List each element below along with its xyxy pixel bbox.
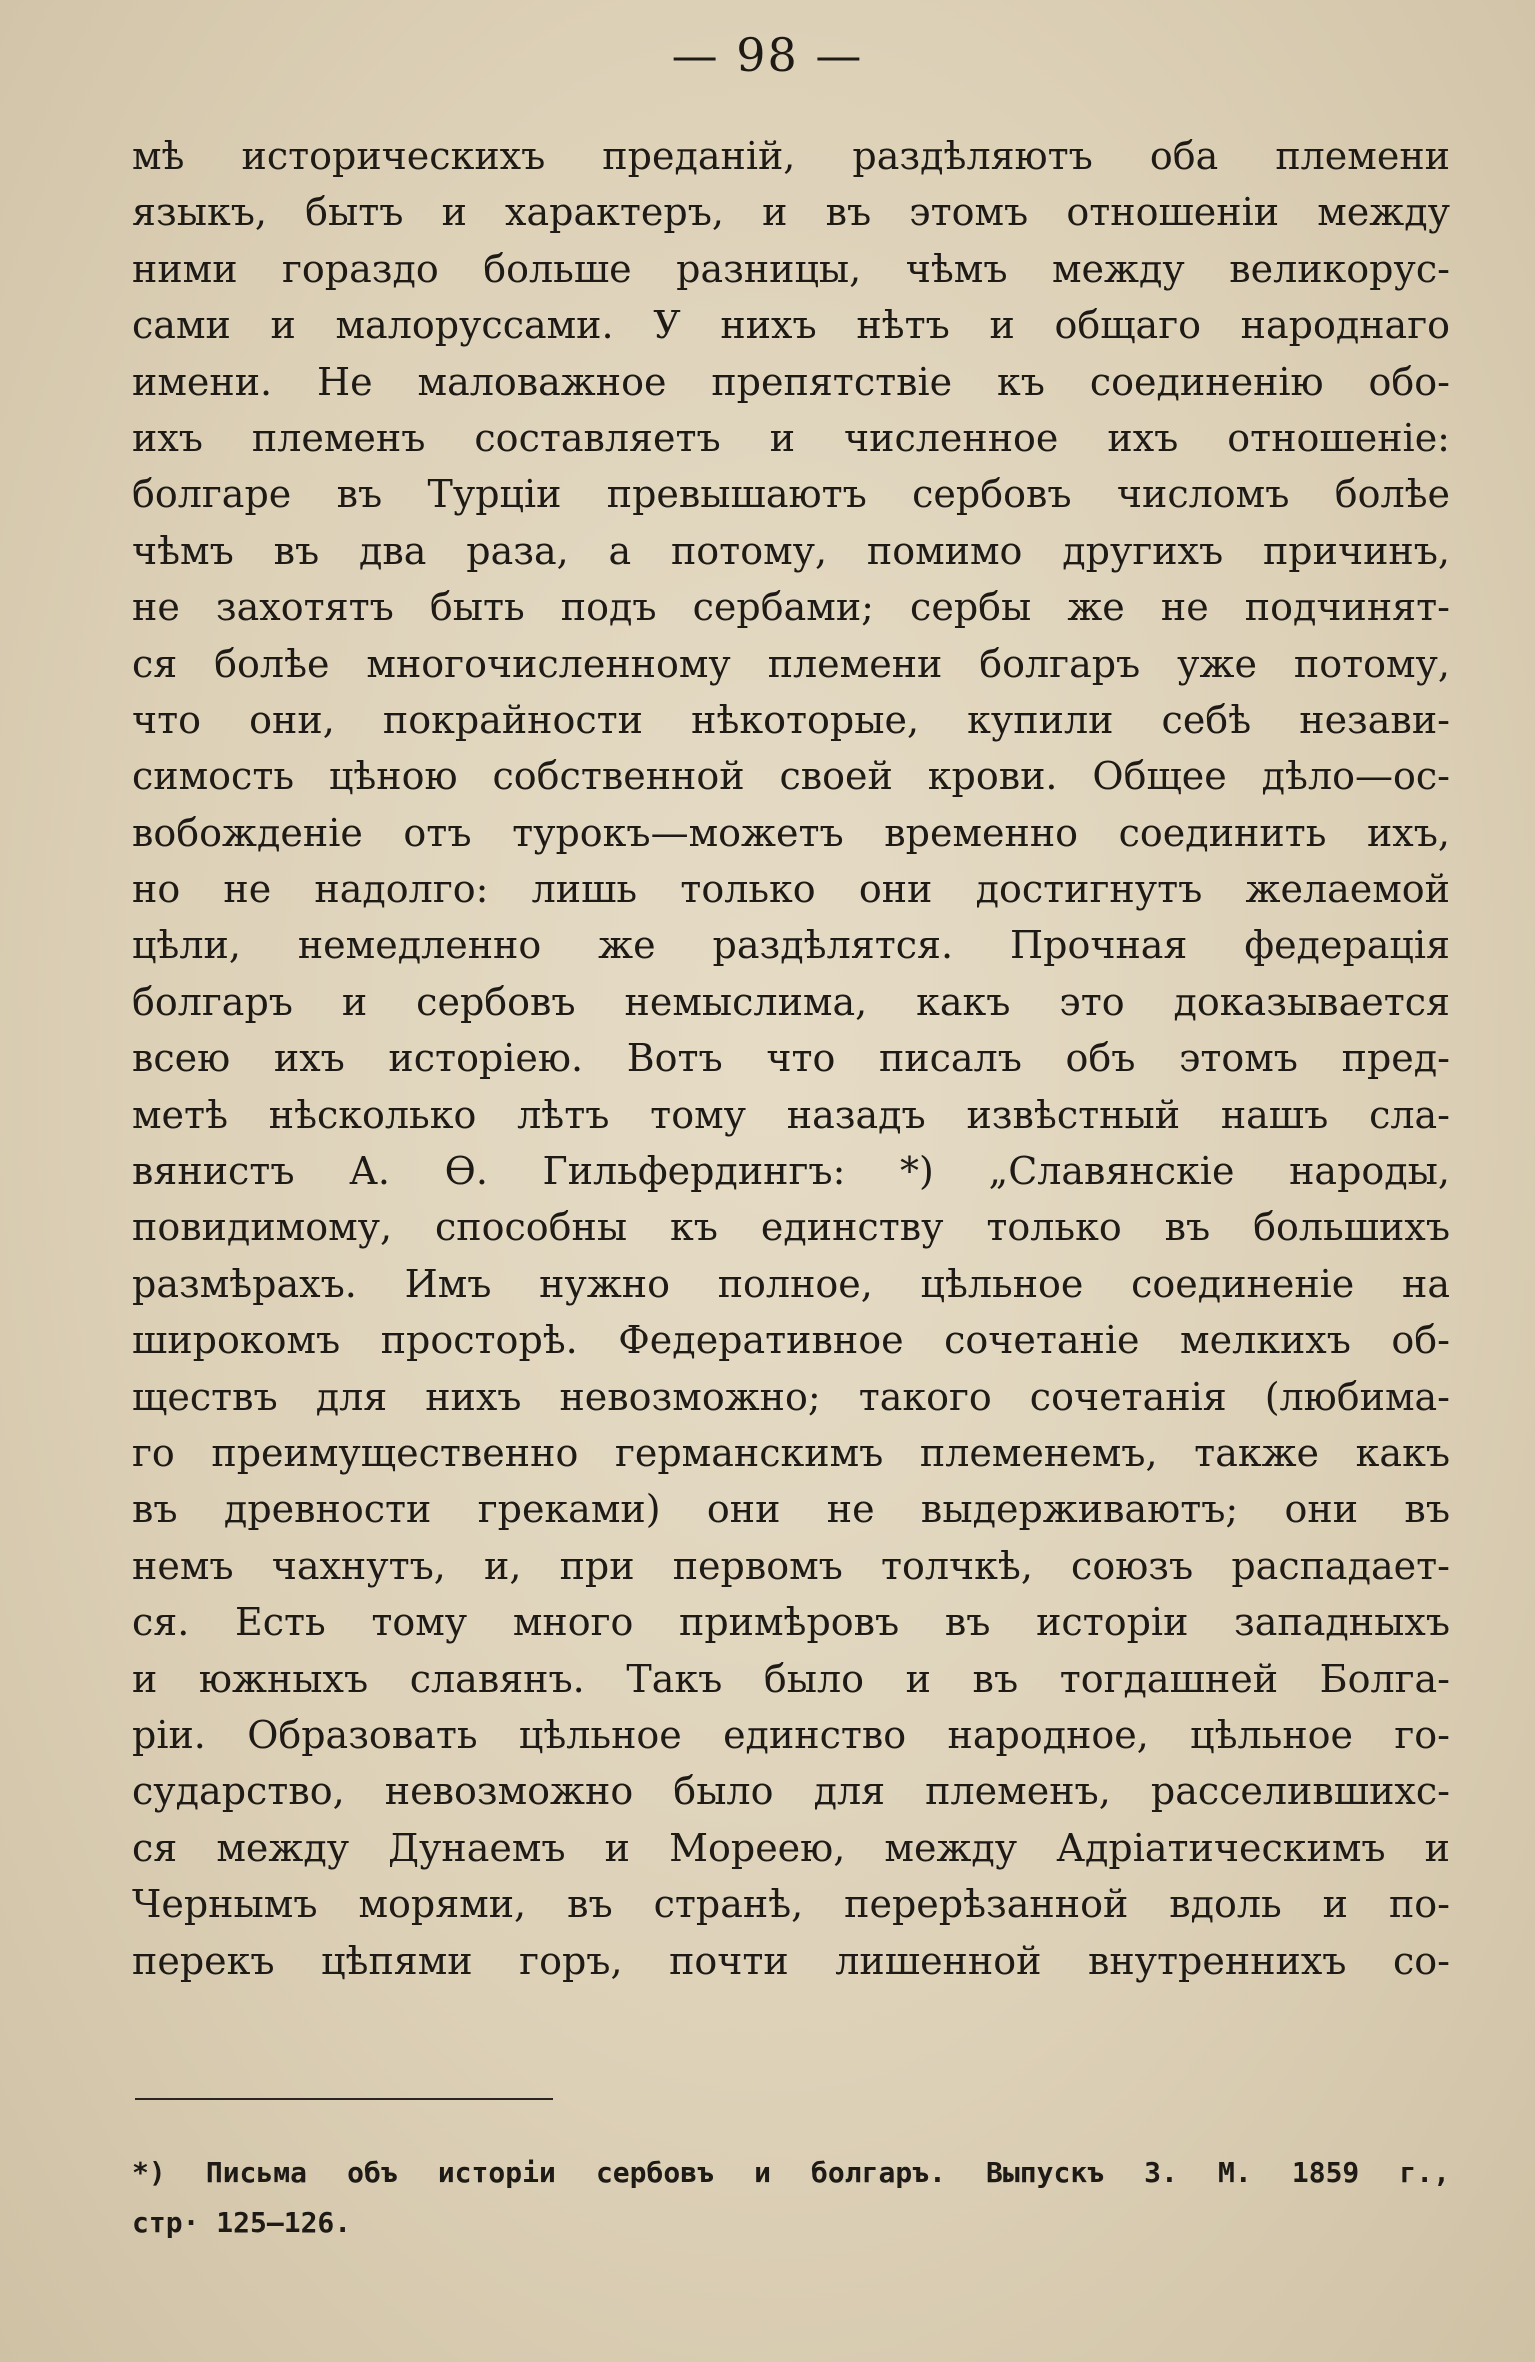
text-line: ся между Дунаемъ и Мореею, между Адріатическимъ и [132,1825,1450,1870]
text-line: симость цѣною собственной своей крови. Общее дѣло—ос- [132,754,1450,799]
text-line: ними гораздо больше разницы, чѣмъ между великорус- [132,246,1450,291]
text-line: перекъ цѣпями горъ, почти лишенной внутреннихъ со- [132,1938,1450,1983]
text-line: Чернымъ морями, въ странѣ, перерѣзанной вдоль и по- [132,1882,1450,1927]
footnote-line: стр· 125—126. [132,2206,352,2239]
text-line: что они, покрайности нѣкоторые, купили себѣ незави- [132,697,1450,742]
text-line: немъ чахнутъ, и, при первомъ толчкѣ, союзъ распадает- [132,1543,1450,1588]
body-text [132,128,1450,1989]
text-line: ся болѣе многочисленному племени болгаръ уже потому, [132,641,1450,686]
text-line: сами и малоруссами. У нихъ нѣтъ и общаго народнаго [132,303,1450,348]
footnote-line: *) Письма объ исторіи сербовъ и болгаръ. Выпускъ 3. М. 1859 г., [132,2156,1450,2189]
text-line: болгаръ и сербовъ немыслима, какъ это доказывается [132,979,1450,1024]
text-line: чѣмъ въ два раза, а потому, помимо другихъ причинъ, [132,528,1450,573]
text-line: вянистъ А. Ѳ. Гильфердингъ: *) „Славянскіе народы, [132,1149,1450,1194]
text-line: но не надолго: лишь только они достигнутъ желаемой [132,867,1450,912]
text-line: ществъ для нихъ невозможно; такого сочетанія (любима- [132,1374,1450,1419]
text-line: и южныхъ славянъ. Такъ было и въ тогдашней Болга- [132,1656,1450,1701]
footnote [132,2148,1450,2248]
text-line: ся. Есть тому много примѣровъ въ исторіи западныхъ [132,1600,1450,1645]
text-line: вобожденіе отъ турокъ—можетъ временно соединить ихъ, [132,810,1450,855]
text-line: размѣрахъ. Имъ нужно полное, цѣльное соединеніе на [132,1261,1450,1306]
text-line: метѣ нѣсколько лѣтъ тому назадъ извѣстный нашъ сла- [132,1092,1450,1137]
text-line: широкомъ просторѣ. Федеративное сочетаніе мелкихъ об- [132,1318,1450,1363]
text-line: ріи. Образовать цѣльное единство народное, цѣльное го- [132,1712,1450,1757]
text-line: въ древности греками) они не выдерживаютъ; они въ [132,1487,1450,1532]
text-line: не захотятъ быть подъ сербами; сербы же не подчинят- [132,585,1450,630]
text-line: повидимому, способны къ единству только въ большихъ [132,1205,1450,1250]
text-line: болгаре въ Турціи превышаютъ сербовъ числомъ болѣе [132,472,1450,517]
text-line: цѣли, немедленно же раздѣлятся. Прочная федерація [132,923,1450,968]
text-line: имени. Не маловажное препятствіе къ соединенію обо- [132,359,1450,404]
text-line: мѣ историческихъ преданій, раздѣляютъ оба племени [132,134,1450,178]
text-line: языкъ, бытъ и характеръ, и въ этомъ отношеніи между [132,190,1450,235]
footnote-divider [135,2098,553,2100]
text-line: го преимущественно германскимъ племенемъ, также какъ [132,1430,1450,1475]
text-line: сударство, невозможно было для племенъ, расселившихс- [132,1769,1450,1814]
text-line: ихъ племенъ составляетъ и численное ихъ отношеніе: [132,415,1450,460]
text-line: всею ихъ исторіею. Вотъ что писалъ объ этомъ пред- [132,1036,1450,1081]
page-number: — 98 — [671,28,864,82]
